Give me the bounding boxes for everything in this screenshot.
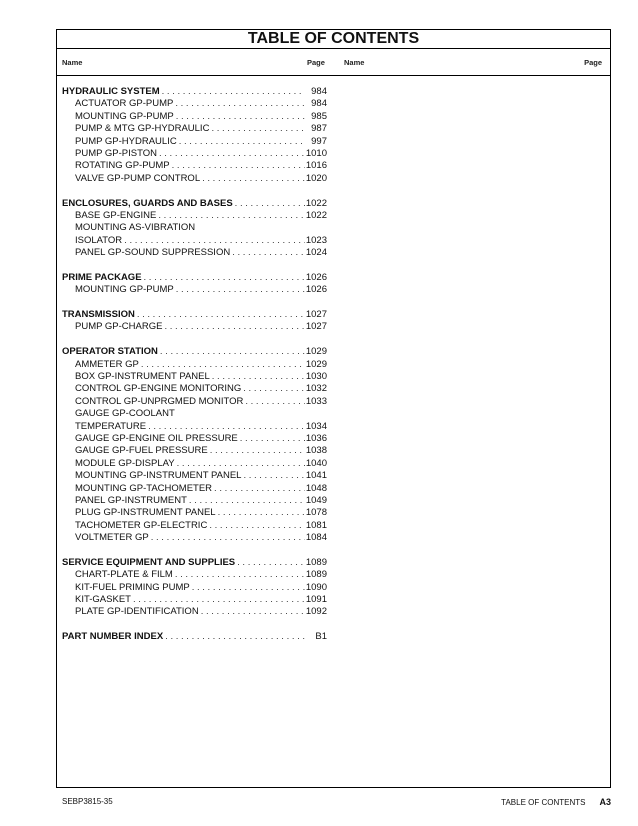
toc-entry[interactable]	[62, 136, 327, 148]
column-header-page-left: Page	[307, 58, 325, 67]
toc-entry[interactable]	[62, 532, 327, 544]
dot-leader	[131, 594, 305, 606]
toc-entry-page: 1049	[305, 494, 327, 506]
toc-entry[interactable]	[62, 284, 327, 296]
toc-entry-page: 985	[311, 110, 327, 122]
toc-entry-label: PLUG GP-INSTRUMENT PANEL	[75, 507, 216, 519]
toc-entry-page: 1026	[305, 284, 327, 296]
page-frame	[56, 29, 611, 788]
dot-leader	[158, 346, 305, 358]
toc-entry-label: KIT-FUEL PRIMING PUMP	[75, 581, 190, 593]
toc-section-heading-label: SERVICE EQUIPMENT AND SUPPLIES	[62, 556, 236, 568]
toc-entry-page: 1027	[305, 321, 327, 333]
toc-entry[interactable]	[62, 408, 327, 420]
toc-entry-page: 1091	[305, 594, 327, 606]
toc-entry-page: 1032	[305, 383, 327, 395]
toc-entry[interactable]	[62, 445, 327, 457]
toc-entry-page: 1033	[305, 395, 327, 407]
dot-leader	[146, 421, 305, 433]
dot-leader	[174, 111, 305, 123]
toc-section	[62, 309, 327, 334]
toc-entry-page: 1040	[305, 457, 327, 469]
toc-entry[interactable]	[62, 235, 327, 247]
toc-entry-page: 997	[311, 135, 327, 147]
column-header-name-left: Name	[62, 58, 83, 67]
toc-entry[interactable]	[62, 160, 327, 172]
dot-leader	[122, 235, 305, 247]
toc-entry-label: PANEL GP-INSTRUMENT	[75, 494, 187, 506]
toc-section-heading[interactable]	[62, 198, 327, 210]
toc-section-heading-label: TRANSMISSION	[62, 309, 135, 321]
column-header-page-right: Page	[584, 58, 602, 67]
dot-leader	[173, 98, 305, 110]
dot-leader	[216, 507, 305, 519]
toc-entry-label: BASE GP-ENGINE	[75, 209, 157, 221]
toc-entry-page: 1036	[305, 432, 327, 444]
toc-entry-label: MOUNTING GP-PUMP	[75, 110, 174, 122]
toc-section-heading-label: PRIME PACKAGE	[62, 271, 142, 283]
dot-leader	[207, 520, 305, 532]
dot-leader	[212, 483, 305, 495]
toc-entry-page: 1024	[305, 247, 327, 259]
dot-leader	[157, 148, 305, 160]
toc-entry[interactable]	[62, 470, 327, 482]
toc-entry-label: MODULE GP-DISPLAY	[75, 457, 175, 469]
dot-leader	[149, 532, 305, 544]
toc-entry[interactable]	[62, 483, 327, 495]
toc-section	[62, 86, 327, 185]
toc-entry-page: 987	[311, 123, 327, 135]
toc-entry[interactable]	[62, 495, 327, 507]
toc-entry-page: 984	[311, 98, 327, 110]
toc-section-heading-label: OPERATOR STATION	[62, 346, 158, 358]
toc-entry-page: 1081	[305, 519, 327, 531]
toc-entry-page: 1092	[305, 606, 327, 618]
dot-leader	[200, 173, 305, 185]
toc-entry-label: TACHOMETER GP-ELECTRIC	[75, 519, 208, 531]
dot-leader	[135, 309, 305, 321]
dot-leader	[210, 371, 305, 383]
footer-page-number: A3	[599, 797, 611, 807]
toc-entry[interactable]	[62, 507, 327, 519]
toc-entry[interactable]	[62, 383, 327, 395]
footer-right	[501, 797, 611, 807]
column-header-name-right: Name	[344, 58, 365, 67]
toc-entry-label: CONTROL GP-UNPRGMED MONITOR	[75, 395, 244, 407]
toc-entry[interactable]	[62, 458, 327, 470]
toc-entry[interactable]	[62, 210, 327, 222]
footer-section-label: TABLE OF CONTENTS	[501, 798, 586, 807]
toc-section-heading-page: 984	[311, 86, 327, 97]
dot-leader	[162, 321, 305, 333]
toc-entry-label: CHART-PLATE & FILM	[75, 569, 173, 581]
toc-entry-page: 1078	[305, 507, 327, 519]
toc-entry[interactable]	[62, 569, 327, 581]
toc-entry-page: 1090	[305, 581, 327, 593]
toc-entry-page: 1023	[305, 234, 327, 246]
footer-doc-id: SEBP3815-35	[62, 797, 113, 806]
toc-section-heading[interactable]	[62, 86, 327, 98]
toc-entry[interactable]	[62, 582, 327, 594]
toc-entry-label: ROTATING GP-PUMP	[75, 160, 170, 172]
dot-leader	[142, 272, 305, 284]
toc-entry[interactable]	[62, 359, 327, 371]
toc-entry-label: PUMP GP-HYDRAULIC	[75, 135, 177, 147]
toc-entry-label: GAUGE GP-ENGINE OIL PRESSURE	[75, 432, 238, 444]
toc-entry[interactable]	[62, 594, 327, 606]
dot-leader	[243, 396, 305, 408]
toc-section-heading-page: 1029	[305, 346, 327, 358]
toc-entry-page: 1041	[305, 470, 327, 482]
dot-leader	[170, 160, 305, 172]
toc-entry[interactable]	[62, 371, 327, 383]
toc-entry-page: 1034	[305, 420, 327, 432]
toc-entry-label: VOLTMETER GP	[75, 532, 149, 544]
toc-entry[interactable]	[62, 148, 327, 160]
toc-entry[interactable]	[62, 222, 327, 234]
toc-entry-label: PUMP & MTG GP-HYDRAULIC	[75, 123, 210, 135]
toc-entry-label: MOUNTING AS-VIBRATION	[75, 222, 196, 234]
toc-section-heading-label: ENCLOSURES, GUARDS AND BASES	[62, 197, 233, 209]
toc-entry[interactable]	[62, 421, 327, 433]
toc-entry-page: 1016	[305, 160, 327, 172]
toc-entry-page: 1084	[305, 532, 327, 544]
toc-entry-label: MOUNTING GP-PUMP	[75, 284, 174, 296]
toc-section-heading[interactable]	[62, 272, 327, 284]
dot-leader	[241, 383, 305, 395]
toc-entry-label: GAUGE GP-COOLANT	[75, 408, 175, 420]
toc-entry-page: 1010	[305, 147, 327, 159]
toc-section	[62, 272, 327, 297]
toc-section-heading-page: 1026	[305, 271, 327, 283]
toc-section-heading-page: B1	[315, 631, 327, 643]
dot-leader	[139, 359, 305, 371]
toc-entry-label: PUMP GP-PISTON	[75, 147, 157, 159]
toc-entry-label: KIT-GASKET	[75, 594, 131, 606]
toc-entry[interactable]	[62, 98, 327, 110]
toc-entry[interactable]	[62, 520, 327, 532]
dot-leader	[163, 631, 305, 643]
toc-list	[62, 86, 327, 656]
dot-leader	[230, 247, 305, 259]
toc-entry[interactable]	[62, 396, 327, 408]
toc-entry-label: PUMP GP-CHARGE	[75, 321, 163, 333]
header-divider	[57, 75, 610, 76]
toc-section-heading-page: 1089	[305, 556, 327, 568]
toc-entry[interactable]	[62, 247, 327, 259]
toc-entry-label: TEMPERATURE	[75, 420, 147, 432]
toc-section-heading[interactable]	[62, 309, 327, 321]
toc-entry-label: ACTUATOR GP-PUMP	[75, 98, 174, 110]
toc-entry-label: ISOLATOR	[75, 234, 123, 246]
toc-entry-page: 1022	[305, 209, 327, 221]
toc-section	[62, 198, 327, 260]
toc-section-heading-label: HYDRAULIC SYSTEM	[62, 86, 160, 97]
toc-entry-label: AMMETER GP	[75, 358, 139, 370]
toc-entry-label: VALVE GP-PUMP CONTROL	[75, 172, 201, 184]
toc-entry-page: 1020	[305, 172, 327, 184]
dot-leader	[233, 198, 305, 210]
toc-entry-label: MOUNTING GP-TACHOMETER	[75, 482, 213, 494]
dot-leader	[208, 445, 305, 457]
toc-entry-page: 1030	[305, 370, 327, 382]
toc-entry-label: PANEL GP-SOUND SUPPRESSION	[75, 247, 231, 259]
dot-leader	[241, 470, 305, 482]
toc-entry-page: 1089	[305, 569, 327, 581]
dot-leader	[187, 495, 305, 507]
toc-entry[interactable]	[62, 111, 327, 123]
toc-entry-label: BOX GP-INSTRUMENT PANEL	[75, 370, 210, 382]
dot-leader	[238, 433, 305, 445]
dot-leader	[190, 582, 305, 594]
dot-leader	[209, 123, 305, 135]
dot-leader	[177, 136, 305, 148]
toc-section-heading-page: 1027	[305, 309, 327, 321]
toc-entry[interactable]	[62, 433, 327, 445]
dot-leader	[235, 557, 305, 569]
toc-section-heading[interactable]	[62, 557, 327, 569]
toc-entry-label: MOUNTING GP-INSTRUMENT PANEL	[75, 470, 242, 482]
toc-section	[62, 631, 327, 643]
toc-entry-label: GAUGE GP-FUEL PRESSURE	[75, 445, 208, 457]
dot-leader	[174, 284, 305, 296]
toc-section	[62, 346, 327, 544]
dot-leader	[199, 606, 305, 618]
dot-leader	[160, 86, 305, 98]
toc-section	[62, 557, 327, 619]
dot-leader	[175, 458, 305, 470]
toc-entry-label: PLATE GP-IDENTIFICATION	[75, 606, 199, 618]
toc-entry[interactable]	[62, 173, 327, 185]
toc-section-heading-page: 1022	[305, 197, 327, 209]
toc-entry-page: 1048	[305, 482, 327, 494]
toc-entry-page: 1038	[305, 445, 327, 457]
toc-entry[interactable]	[62, 123, 327, 135]
toc-entry[interactable]	[62, 321, 327, 333]
dot-leader	[156, 210, 305, 222]
page-title: TABLE OF CONTENTS	[57, 30, 610, 49]
toc-section-heading[interactable]	[62, 346, 327, 358]
toc-entry[interactable]	[62, 606, 327, 618]
dot-leader	[173, 569, 305, 581]
toc-entry-label: CONTROL GP-ENGINE MONITORING	[75, 383, 242, 395]
toc-entry-page: 1029	[305, 358, 327, 370]
toc-section-heading[interactable]	[62, 631, 327, 643]
toc-section-heading-label: PART NUMBER INDEX	[62, 631, 164, 643]
